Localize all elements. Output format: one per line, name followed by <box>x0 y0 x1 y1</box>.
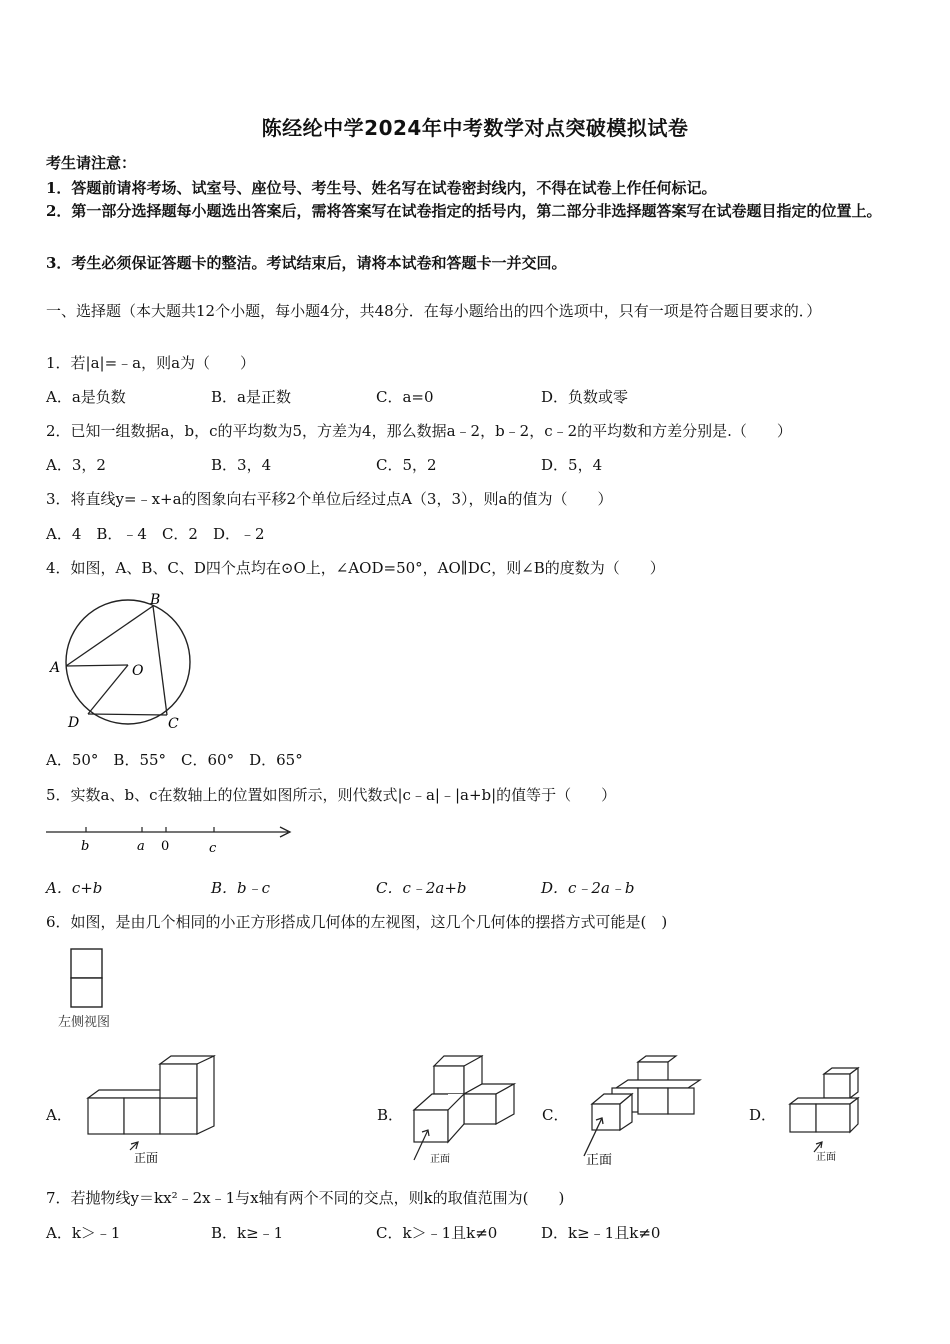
q1-option-d: D．负数或零 <box>541 388 629 406</box>
question-1-stem: 1．若|a|=﹣a，则a为（ ） <box>46 354 256 372</box>
question-7-stem: 7．若抛物线y＝kx²﹣2x﹣1与x轴有两个不同的交点，则k的取值范围为( ) <box>46 1189 565 1207</box>
number-line-label-b: b <box>81 839 90 854</box>
notice-item-2: 2．第一部分选择题每小题选出答案后，需将答案写在试卷指定的括号内，第二部分非选择题答案写在试卷题目指定的位置上。 <box>46 202 882 220</box>
segment-ab <box>66 606 153 666</box>
number-line-figure <box>44 818 296 858</box>
q3-options: A．4 B．﹣4 C．2 D．﹣2 <box>46 525 265 543</box>
q7-option-d: D．k≥﹣1且k≠0 <box>541 1224 661 1242</box>
segment-bc <box>153 606 167 715</box>
number-line-label-zero: 0 <box>161 839 170 854</box>
label-b: B <box>150 592 161 608</box>
q6-a-front-label: 正面 <box>134 1151 159 1165</box>
q6-b-front-label: 正面 <box>430 1154 450 1165</box>
number-line-label-c: c <box>209 841 217 856</box>
q2-option-a: A．3，2 <box>46 456 106 474</box>
q6-option-b-figure <box>404 1048 524 1168</box>
question-3-stem: 3．将直线y=﹣x+a的图象向右平移2个单位后经过点A（3，3），则a的值为（ ） <box>46 490 613 508</box>
label-d: D <box>68 715 80 731</box>
q6-option-d-label: D． <box>749 1106 777 1124</box>
section-heading: 一、选择题（本大题共12个小题，每小题4分，共48分．在每小题给出的四个选项中，只有一项是符合题目要求的．） <box>46 302 822 320</box>
circle-o <box>66 600 190 724</box>
left-view-caption: 左侧视图 <box>58 1015 111 1030</box>
notice-heading: 考生请注意： <box>46 154 137 172</box>
label-a: A <box>50 660 61 676</box>
left-view-figure <box>56 944 136 1034</box>
q5-option-c: C．c﹣2a+b <box>376 879 467 897</box>
q2-option-c: C．5，2 <box>376 456 437 474</box>
segment-od <box>88 665 128 714</box>
q1-option-a: A．a是负数 <box>46 388 126 406</box>
q6-option-b-label: B． <box>377 1106 404 1124</box>
left-view-top-square <box>71 949 102 978</box>
left-view-bottom-square <box>71 978 102 1007</box>
question-5-stem: 5．实数a、b、c在数轴上的位置如图所示，则代数式|c﹣a|﹣|a+b|的值等于（ ） <box>46 786 617 804</box>
q5-option-d: D．c﹣2a﹣b <box>541 879 635 897</box>
q6-option-a-figure <box>82 1050 222 1168</box>
q6-option-d-figure <box>782 1062 872 1166</box>
number-line-label-a: a <box>137 839 145 854</box>
q5-option-a: A．c+b <box>46 879 103 897</box>
q7-option-a: A．k＞﹣1 <box>46 1224 121 1242</box>
segment-dc <box>88 714 167 715</box>
segment-ao <box>66 665 128 666</box>
q7-option-b: B．k≥﹣1 <box>211 1224 284 1242</box>
q7-option-c: C．k＞﹣1且k≠0 <box>376 1224 498 1242</box>
page-title: 陈经纶中学2024年中考数学对点突破模拟试卷 <box>261 116 689 140</box>
q2-option-b: B．3，4 <box>211 456 272 474</box>
question-6-stem: 6．如图，是由几个相同的小正方形搭成几何体的左视图，这几个几何体的摆搭方式可能是( ) <box>46 913 668 931</box>
q6-c-front-label: 正面 <box>586 1153 613 1168</box>
q4-options: A．50° B．55° C．60° D．65° <box>46 751 303 769</box>
q6-option-c-figure <box>572 1052 707 1168</box>
q1-option-b: B．a是正数 <box>211 388 291 406</box>
question-2-stem: 2．已知一组数据a，b，c的平均数为5，方差为4，那么数据a﹣2，b﹣2，c﹣2的平均数和方差分别是.（ ） <box>46 422 792 440</box>
label-c: C <box>168 716 179 732</box>
q1-option-c: C．a=0 <box>376 388 434 406</box>
notice-item-1: 1．答题前请将考场、试室号、座位号、考生号、姓名写在试卷密封线内，不得在试卷上作任何标记。 <box>46 179 717 197</box>
q2-option-d: D．5，4 <box>541 456 603 474</box>
q6-option-a-label: A． <box>46 1106 72 1124</box>
question-4-stem: 4．如图，A、B、C、D四个点均在⊙O上，∠AOD=50°，AO∥DC，则∠B的度数为（ ） <box>46 559 665 577</box>
q6-d-front-label: 正面 <box>816 1152 836 1163</box>
notice-item-3: 3．考生必须保证答题卡的整洁。考试结束后，请将本试卷和答题卡一并交回。 <box>46 254 567 272</box>
q5-option-b: B．b﹣c <box>211 879 271 897</box>
q6-option-c-label: C． <box>542 1106 569 1124</box>
circle-figure <box>46 588 196 733</box>
label-o: O <box>132 663 144 679</box>
